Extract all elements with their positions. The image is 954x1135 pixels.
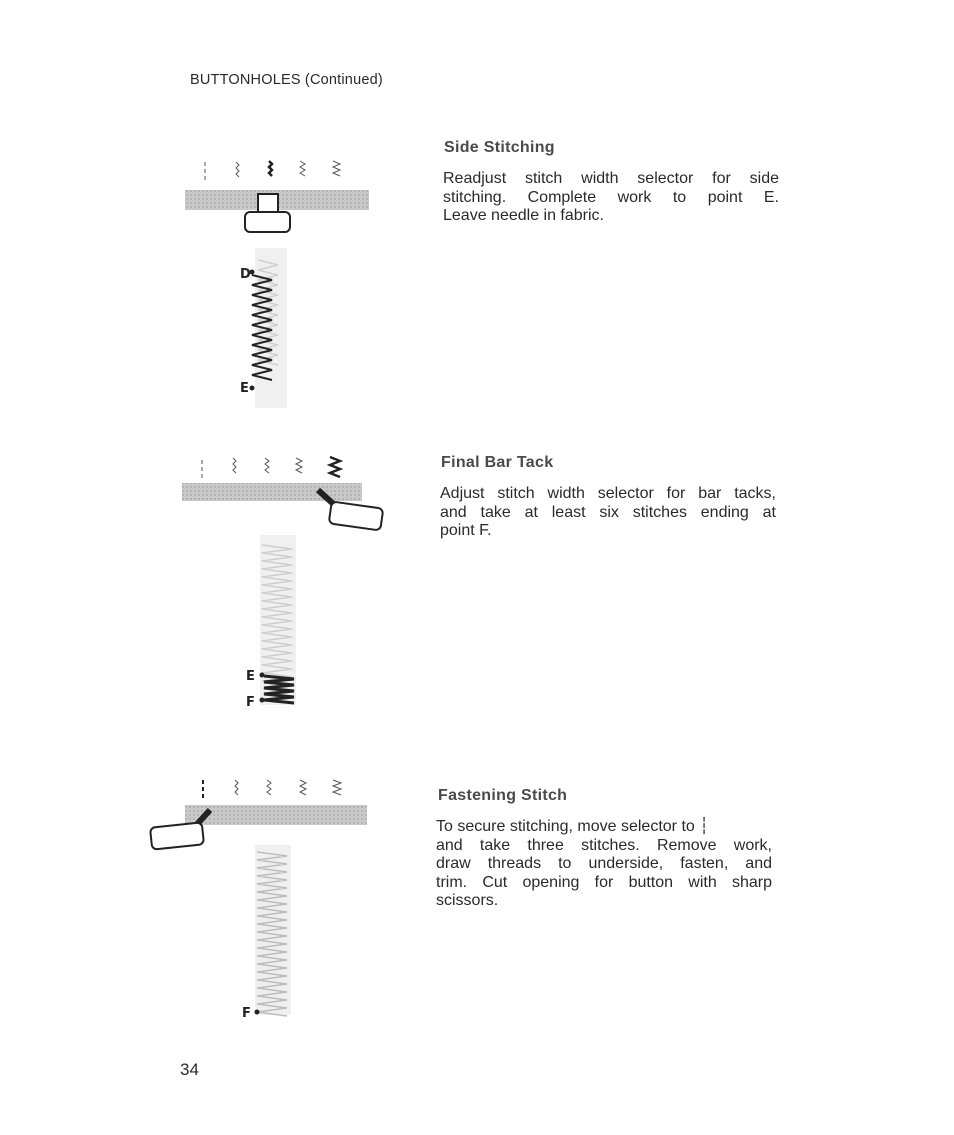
point-e-label: E bbox=[240, 381, 249, 396]
page-header: BUTTONHOLES (Continued) bbox=[190, 72, 383, 88]
presser-foot-icon bbox=[150, 810, 210, 850]
section-heading-fastening-stitch: Fastening Stitch bbox=[438, 787, 568, 804]
text-line: and take three stitches. Remove work, bbox=[436, 836, 772, 854]
stitch-width-selector-icon bbox=[203, 780, 341, 798]
text-line: and take at least six stitches ending at bbox=[440, 503, 776, 521]
stitch-width-selector-icon bbox=[205, 161, 340, 180]
point-f-label: F bbox=[246, 695, 255, 710]
page-number: 34 bbox=[180, 1060, 199, 1079]
side-stitching-illustration bbox=[170, 150, 390, 420]
text-line: Adjust stitch width selector for bar tacks, bbox=[440, 485, 776, 502]
text-line: stitching. Complete work to point E. bbox=[443, 188, 779, 206]
buttonhole-stitching-icon bbox=[250, 248, 288, 408]
section-heading-side-stitching: Side Stitching bbox=[444, 139, 555, 156]
buttonhole-stitching-icon bbox=[260, 535, 297, 705]
text-line: draw threads to underside, fasten, and bbox=[436, 855, 772, 872]
buttonhole-stitching-icon bbox=[255, 845, 292, 1016]
text-line: Leave needle in fabric. bbox=[443, 207, 604, 224]
point-d-label: D bbox=[240, 267, 251, 282]
section-text-side-stitching bbox=[443, 170, 779, 226]
section-text-final-bar-tack bbox=[440, 485, 776, 541]
section-text-fastening-stitch bbox=[436, 818, 772, 911]
text-line: scissors. bbox=[436, 892, 499, 909]
section-heading-final-bar-tack: Final Bar Tack bbox=[441, 454, 554, 471]
text-line: trim. Cut opening for button with sharp bbox=[436, 873, 772, 891]
fabric-strip bbox=[185, 805, 367, 825]
final-bar-tack-illustration bbox=[170, 450, 400, 720]
text-line: point F. bbox=[440, 522, 492, 539]
stitch-width-selector-icon bbox=[202, 457, 340, 478]
point-e-label: E bbox=[246, 669, 255, 684]
point-f-label: F bbox=[242, 1006, 251, 1021]
text-line: To secure stitching, move selector to ┆ bbox=[436, 818, 709, 835]
text-line: Readjust stitch width selector for side bbox=[443, 170, 779, 187]
fastening-stitch-illustration bbox=[145, 770, 385, 1030]
fabric-strip bbox=[182, 483, 362, 501]
